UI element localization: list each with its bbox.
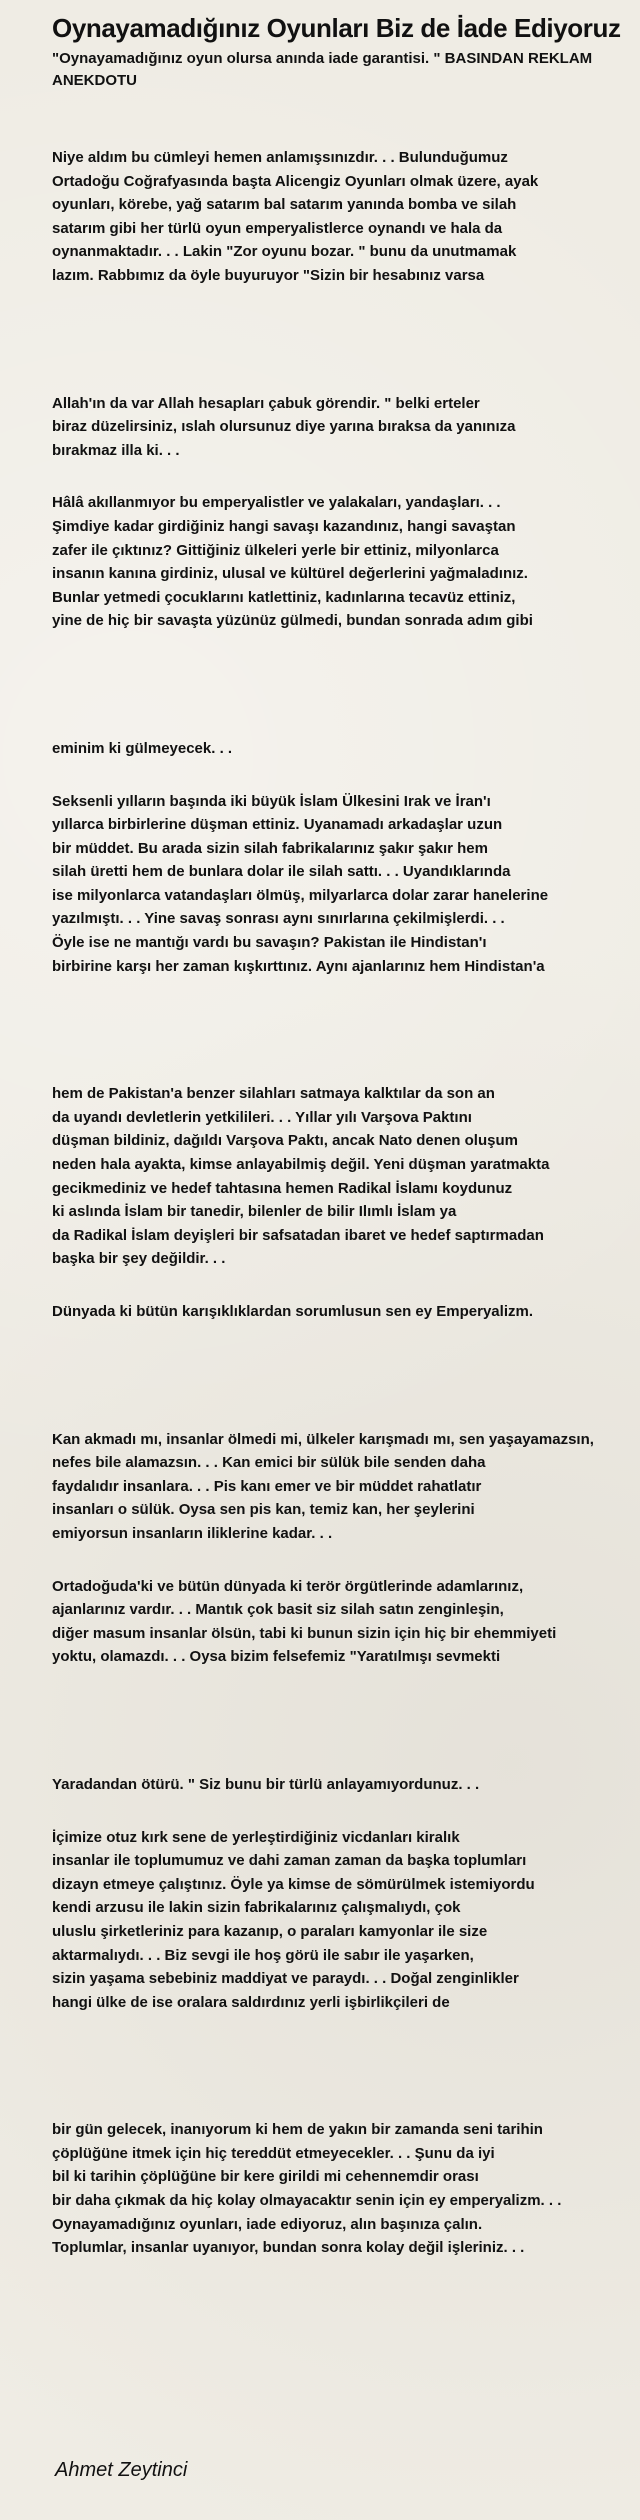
paragraph: Yaradandan ötürü. " Siz bunu bir türlü anlayamıyordunuz. . . (52, 1775, 480, 1793)
paragraph: bir gün gelecek, inanıyorum ki hem de yakın bir zamanda seni tarihin çöplüğüne itmek için hiç tereddüt etmeyecekler. . . Şunu da iyi bil ki tarihin çöplüğüne bir kere girildi mi cehennemdir orası bir daha çıkmak da hiç kolay olmayacaktır senin için ey emperyalizm. . . Oynayamadığınız oyunları, iade ediyoruz, alın başınıza çalın. Toplumlar, insanlar uyanıyor, bundan sonra kolay değil işleriniz. . . (52, 2121, 562, 2257)
paragraph: hem de Pakistan'a benzer silahları satmaya kalktılar da son an da uyandı devletlerin yetkilileri. . . Yıllar yılı Varşova Paktını düşman bildiniz, dağıldı Varşova Paktı, ancak Nato denen oluşum neden hala ayakta, kimse anlayabilmiş değil. Yeni düşman yaratmakta gecikmediniz ve hedef tahtasına hemen Radikal İslamı koydunuz ki aslında İslam bir tanedir, bilenler de bilir Ilımlı İslam ya da Radikal İslam deyişleri bir safsatadan ibaret ve hedef saptırmadan başka bir şey değildir. . . (52, 1085, 550, 1268)
author-signature: Ahmet Zeytinci (55, 2459, 188, 2481)
paragraph: İçimize otuz kırk sene de yerleştirdiğiniz vicdanları kiralık insanlar ile toplumumuz ve dahi zaman zaman da başka toplumları dizayn etmeye çalıştınız. Öyle ya kimse de sömürülmek istemiyordu kendi arzusu ile lakin sizin fabrikalarınız çalışmalıydı, çok uluslu şirketleriniz para kazanıp, o paraları kamyonlar ile size aktarmalıydı. . . Biz sevgi ile hoş görü ile sabır ile yaşarken, sizin yaşama sebebiniz maddiyat ve paraydı. . . Doğal zenginlikler hangi ülke de ise oralara saldırdınız yerli işbirlikçileri de (52, 1828, 535, 2011)
page-title: Oynayamadığınız Oyunları Biz de İade Ediyoruz (52, 13, 621, 43)
paragraph: Dünyada ki bütün karışıklıklardan sorumlusun sen ey Emperyalizm. (52, 1303, 533, 1320)
paragraph: Hâlâ akıllanmıyor bu emperyalistler ve yalakaları, yandaşları. . . Şimdiye kadar girdiğiniz hangi savaşı kazandınız, hangi savaştan zafer ile çıktınız? Gittiğiniz ülkeleri yerle bir ettiniz, milyonlarca insanın kanına girdiniz, ulusal ve kültürel değerlerini yağmaladınız. Bunlar yetmedi çocuklarını katlettiniz, kadınlarına tecavüz ettiniz, yine de hiç bir savaşta yüzünüz gülmedi, bundan sonrada adım gibi (52, 494, 533, 630)
paragraph: Niye aldım bu cümleyi hemen anlamışsınızdır. . . Bulunduğumuz Ortadoğu Coğrafyasında başta Alicengiz Oyunları olmak üzere, ayak oyunları, körebe, yağ satarım bal satarım yanında bomba ve silah satarım gibi her türlü oyun emperyalistlerce oynandı ve hala da oynanmaktadır. . . Lakin "Zor oyunu bozar. " bunu da unutmamak lazım. Rabbımız da öyle buyuruyor "Sizin bir hesabınız varsa (52, 149, 539, 284)
paragraph: eminim ki gülmeyecek. . . (52, 739, 233, 757)
paragraph: Allah'ın da var Allah hesapları çabuk görendir. " belki erteler biraz düzelirsiniz, ıslah olursunuz diye yarına bıraksa da yanınıza bırakmaz illa ki. . . (52, 394, 516, 459)
article-body (52, 146, 630, 2260)
paragraph: Seksenli yılların başında iki büyük İslam Ülkesini Irak ve İran'ı yıllarca birbirlerine düşman ettiniz. Uyanamadı arkadaşlar uzun bir müddet. Bu arada sizin silah fabrikalarınız şakır şakır hem silah üretti hem de bunlara dolar ile silah sattı. . . Uyandıklarında ise milyonlarca vatandaşları ölmüş, milyarlarca dolar zarar hanelerine yazılmıştı. . . Yine savaş sonrası aynı sınırlarına çekilmişlerdi. . . Öyle ise ne mantığı vardı bu savaşın? Pakistan ile Hindistan'ı birbirine karşı her zaman kışkırttınız. Aynı ajanlarınız hem Hindistan'a (52, 792, 549, 975)
paragraph: Kan akmadı mı, insanlar ölmedi mi, ülkeler karışmadı mı, sen yaşayamazsın, nefes bile alamazsın. . . Kan emici bir sülük bile senden daha faydalıdır insanlara. . . Pis kanı emer ve bir müddet rahatlatır insanları o sülük. Oysa sen pis kan, temiz kan, her şeylerini emiyorsun insanların iliklerine kadar. . . (52, 1430, 594, 1542)
subtitle: "Oynayamadığınız oyun olursa anında iade garantisi. " BASINDAN REKLAM ANEKDOTU (52, 50, 593, 89)
paragraph: Ortadoğuda'ki ve bütün dünyada ki terör örgütlerinde adamlarınız, ajanlarınız vardır. . . Mantık çok basit siz silah satın zenginleşin, diğer masum insanlar ölsün, tabi ki bunun sizin için hiç bir ehemmiyeti yoktu, olamazdı. . . Oysa bizim felsefemiz "Yaratılmışı sevmekti (52, 1577, 557, 1666)
